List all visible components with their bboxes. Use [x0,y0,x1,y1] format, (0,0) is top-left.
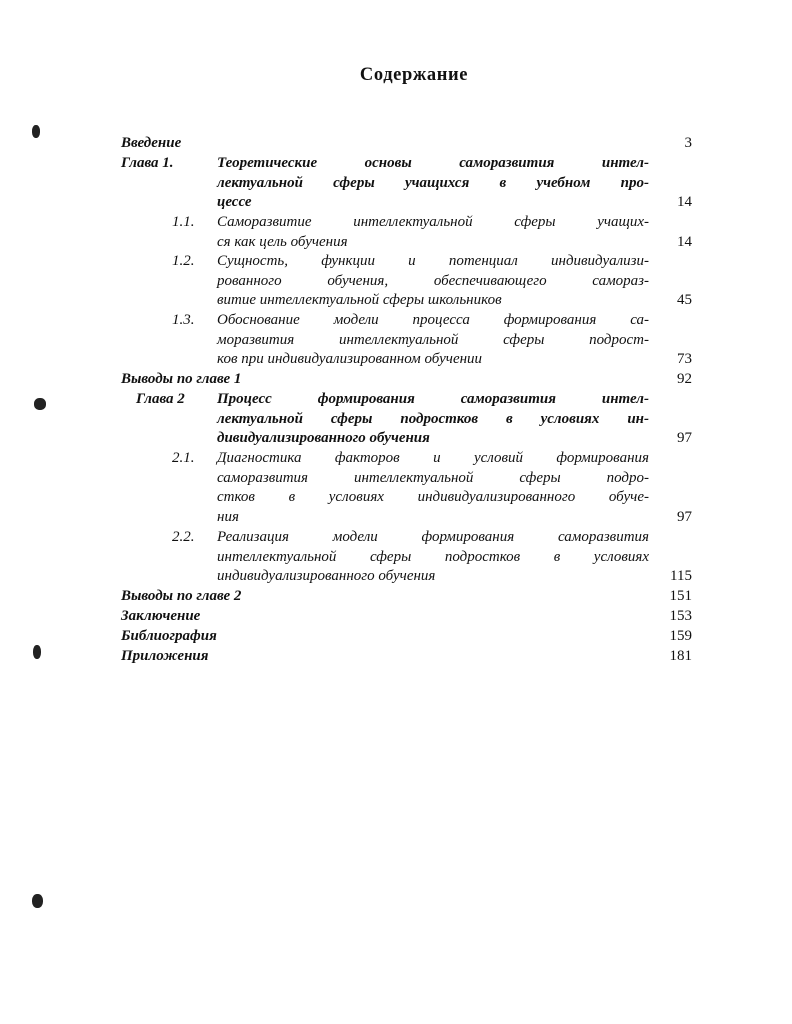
scan-mark [33,645,41,659]
toc-entry-text: стков в условиях индивидуализированного обуче- [217,489,649,506]
toc-entry-text: индивидуализированного обучения [217,568,436,585]
toc-entry-text: ся как цель обучения [217,233,348,250]
scan-mark [34,398,46,410]
toc-entry-label: 1.2. [172,253,195,269]
toc-entry-text: рованного обучения, обеспечивающего самораз- [217,272,649,289]
toc-entry-page: 181 [669,648,692,664]
toc-entry-text: Введение [121,135,182,151]
toc-entry-label: 1.3. [172,312,195,328]
toc-entry-label: Глава 2 [136,391,185,407]
toc-entry-text: витие интеллектуальной сферы школьников [217,292,502,309]
page-title: Содержание [359,65,469,85]
toc-entry-page: 73 [677,351,692,368]
scan-mark [32,125,40,138]
toc-entry-page: 151 [669,588,692,604]
toc-entry-page: 97 [677,509,692,526]
toc-entry-text: Библиография [121,628,217,644]
toc-entry-label: 2.1. [172,450,195,466]
toc-entry-text: Теоретические основы саморазвития интел- [217,155,649,171]
toc-entry-text: дивидуализированного обучения [217,430,430,447]
toc-entry-page: 159 [669,628,692,644]
toc-entry-page: 14 [677,233,692,250]
toc-entry-text: Процесс формирования саморазвития интел- [217,391,649,407]
toc-entry-page: 153 [669,608,692,624]
toc-entry-text: Выводы по главе 1 [121,371,242,387]
toc-entry-text: саморазвития интеллектуальной сферы подро- [217,469,649,486]
toc-entry-text: Выводы по главе 2 [121,588,242,604]
toc-entry-label: Глава 1. [121,155,174,171]
toc-entry-text: лектуальной сферы подростков в условиях ин- [217,410,649,427]
toc-entry-page: 97 [677,430,692,447]
scan-mark [32,894,43,908]
toc-entry-text: Реализация модели формирования саморазвития [217,529,649,545]
toc-entry-text: Приложения [121,648,209,664]
toc-entry-text: ния [217,509,239,526]
toc-entry-text: лектуальной сферы учащихся в учебном про- [217,174,649,191]
toc-entry-text: Заключение [121,608,201,624]
toc-entry-text: ков при индивидуализированном обучении [217,351,483,368]
toc-entry-text: цессе [217,194,252,211]
toc-entry-text: моразвития интеллектуальной сферы подрост- [217,331,649,348]
toc-entry-page: 115 [670,568,692,585]
toc-entry-text: интеллектуальной сферы подростков в условиях [217,548,649,565]
toc-entry-text: Диагностика факторов и условий формирования [217,450,649,466]
toc-entry-page: 92 [677,371,692,387]
toc-entry-text: Саморазвитие интеллектуальной сферы учащих- [217,214,649,230]
toc-entry-page: 45 [677,292,692,309]
toc-entry-text: Сущность, функции и потенциал индивидуализи- [217,253,649,269]
toc-entry-text: Обоснование модели процесса формирования са- [217,312,649,328]
toc-entry-page: 3 [684,135,692,151]
toc-entry-label: 2.2. [172,529,195,545]
toc-entry-label: 1.1. [172,214,195,230]
toc-entry-page: 14 [677,194,692,211]
